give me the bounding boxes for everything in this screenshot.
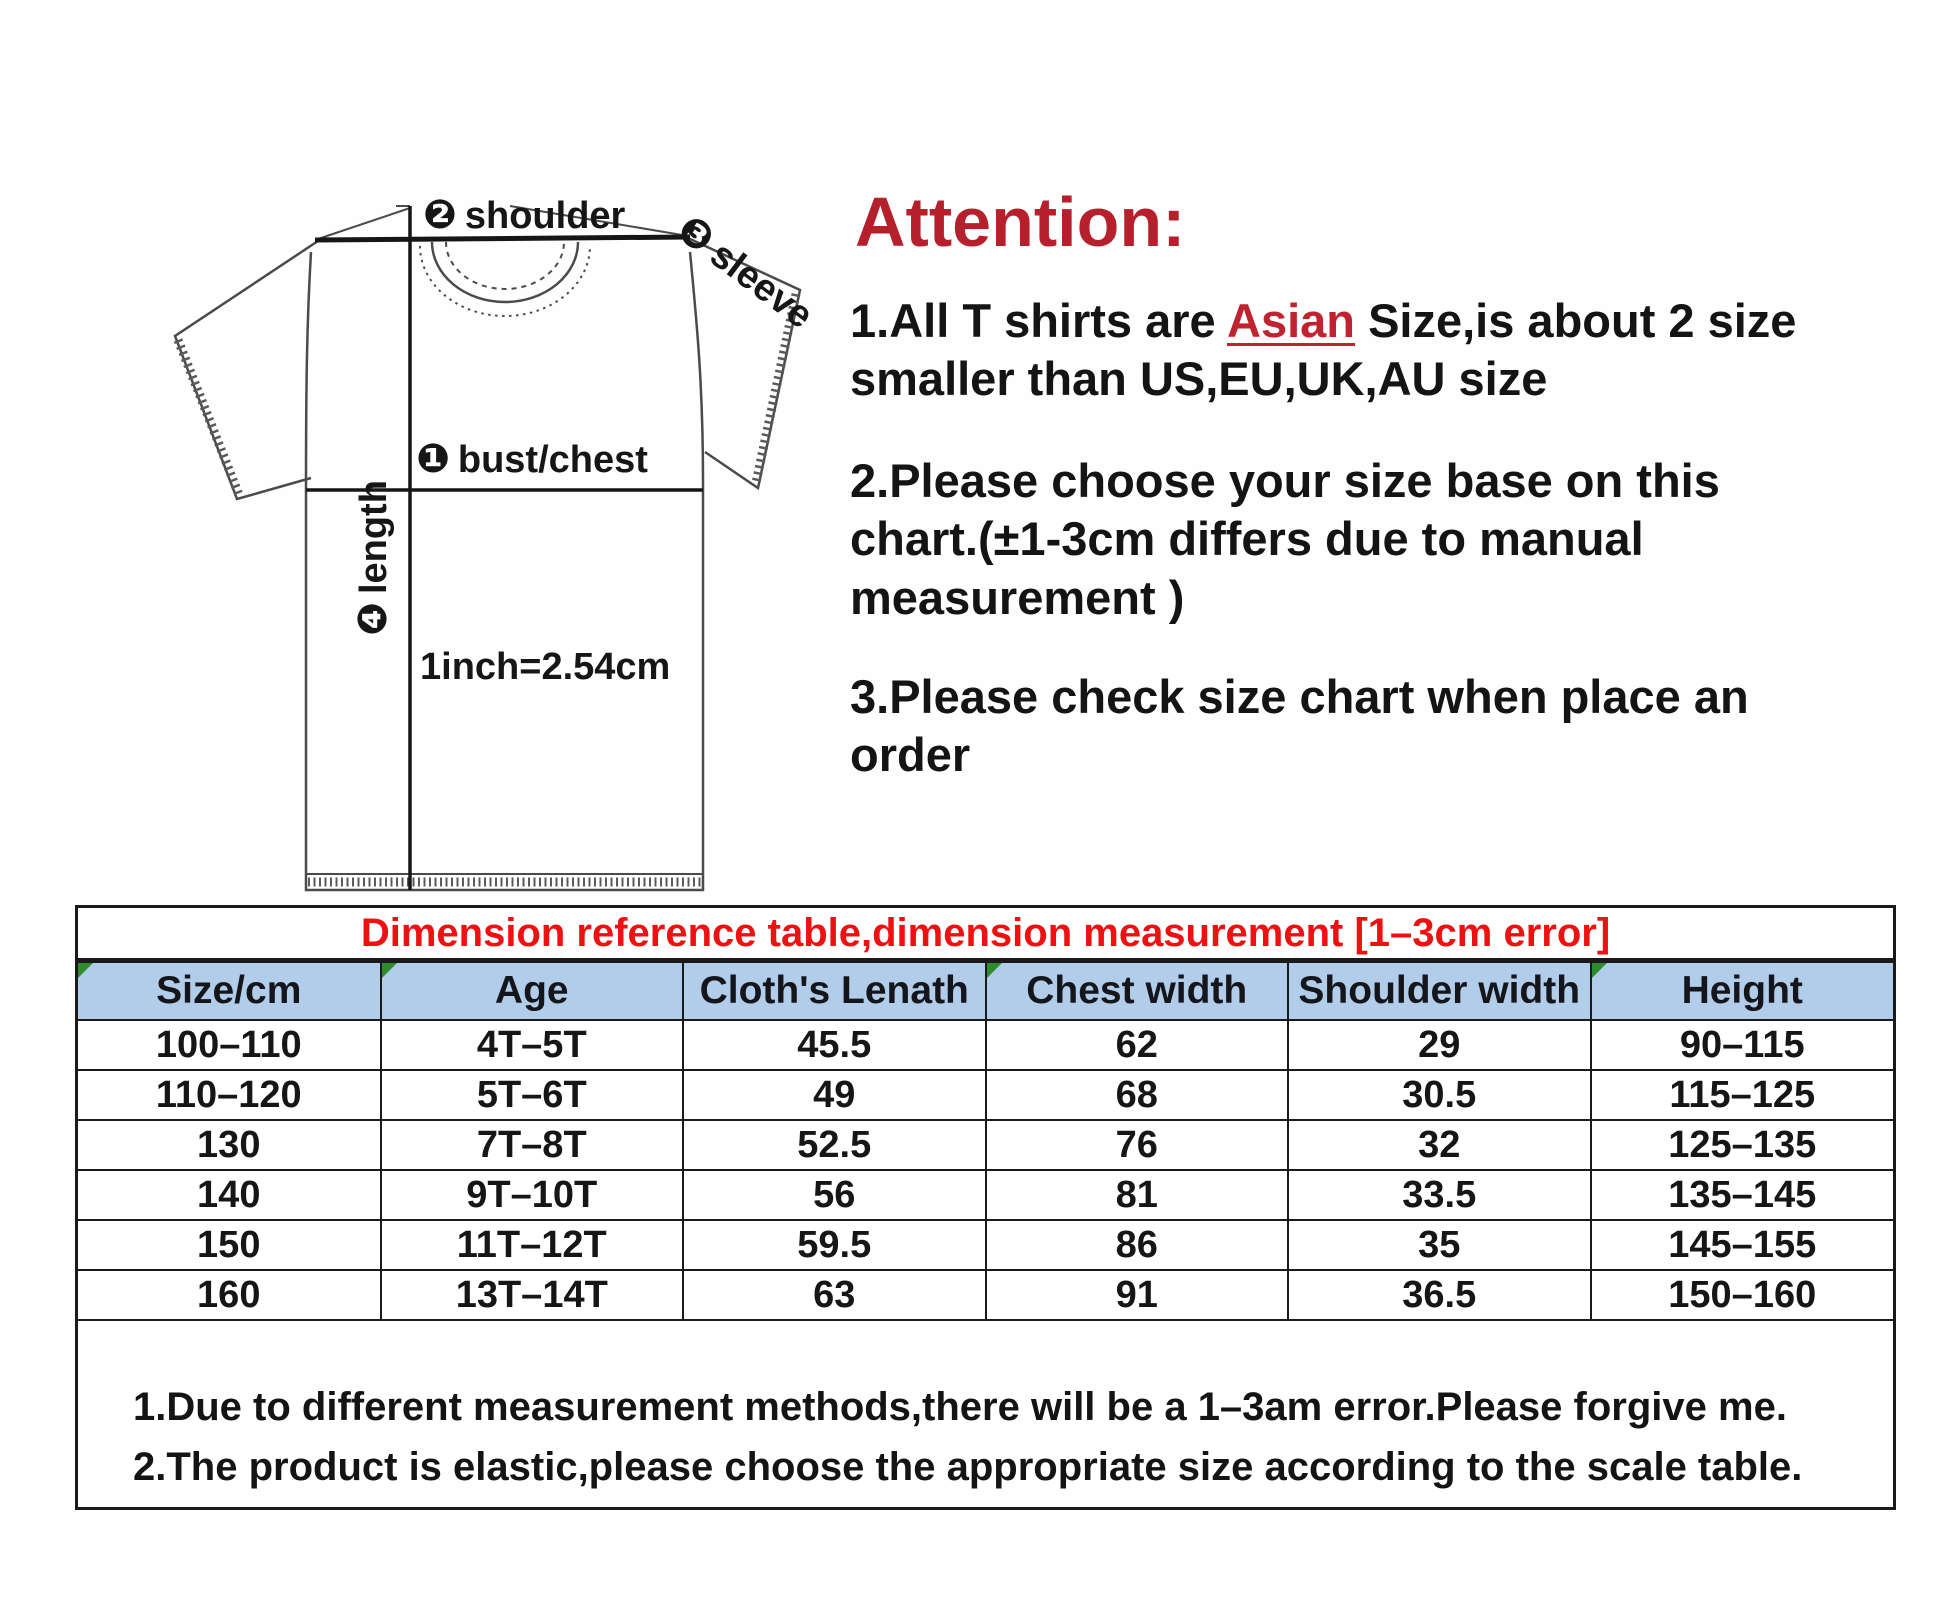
attention-item-3: 3.Please check size chart when place an order bbox=[850, 670, 1749, 782]
cell-shoulder: 35 bbox=[1288, 1220, 1591, 1270]
header-age: Age bbox=[381, 962, 684, 1020]
cell-shoulder: 30.5 bbox=[1288, 1070, 1591, 1120]
circled-3-icon: ❸ bbox=[668, 206, 724, 264]
cell-length: 56 bbox=[683, 1170, 986, 1220]
cell-length: 59.5 bbox=[683, 1220, 986, 1270]
tshirt-measurement-diagram bbox=[90, 190, 960, 910]
asian-highlight: Asian bbox=[1227, 294, 1356, 347]
cell-shoulder: 36.5 bbox=[1288, 1270, 1591, 1320]
cell-length: 52.5 bbox=[683, 1120, 986, 1170]
circled-4-icon: ❹ bbox=[350, 602, 396, 636]
circled-1-icon: ❶ bbox=[416, 436, 450, 482]
header-shoulder-width: Shoulder width bbox=[1288, 962, 1591, 1020]
cell-chest: 76 bbox=[986, 1120, 1289, 1170]
cell-size: 100–110 bbox=[78, 1020, 381, 1070]
header-cloths-length: Cloth's Lenath bbox=[683, 962, 986, 1020]
table-row bbox=[78, 1020, 1893, 1070]
cell-age: 4T–5T bbox=[381, 1020, 684, 1070]
sleeve-label: ❸sleeve bbox=[668, 206, 821, 338]
cell-size: 110–120 bbox=[78, 1070, 381, 1120]
attention-item-1: 1.All T shirts are Asian Size,is about 2 size smaller than US,EU,UK,AU size bbox=[850, 294, 1797, 406]
cell-height: 145–155 bbox=[1591, 1220, 1894, 1270]
cell-length: 45.5 bbox=[683, 1020, 986, 1070]
bust-chest-label: ❶ bust/chest bbox=[416, 436, 648, 482]
green-corner-marker bbox=[987, 963, 1002, 978]
cell-length: 49 bbox=[683, 1070, 986, 1120]
cell-length: 63 bbox=[683, 1270, 986, 1320]
header-size-cm: Size/cm bbox=[78, 962, 381, 1020]
cell-age: 13T–14T bbox=[381, 1270, 684, 1320]
cell-chest: 86 bbox=[986, 1220, 1289, 1270]
table-row bbox=[78, 1270, 1893, 1320]
cell-age: 7T–8T bbox=[381, 1120, 684, 1170]
cell-height: 125–135 bbox=[1591, 1120, 1894, 1170]
table-row bbox=[78, 1170, 1893, 1220]
tshirt-outline-drawing bbox=[90, 190, 850, 910]
cell-shoulder: 32 bbox=[1288, 1120, 1591, 1170]
green-corner-marker bbox=[1592, 963, 1607, 978]
header-chest-width: Chest width bbox=[986, 962, 1289, 1020]
cell-size: 140 bbox=[78, 1170, 381, 1220]
cell-chest: 68 bbox=[986, 1070, 1289, 1120]
cell-height: 150–160 bbox=[1591, 1270, 1894, 1320]
cell-chest: 91 bbox=[986, 1270, 1289, 1320]
dimension-reference-table bbox=[75, 905, 1896, 1510]
cell-height: 115–125 bbox=[1591, 1070, 1894, 1120]
cell-age: 5T–6T bbox=[381, 1070, 684, 1120]
cell-height: 135–145 bbox=[1591, 1170, 1894, 1220]
shoulder-label: ❷ shoulder bbox=[423, 192, 626, 238]
cell-shoulder: 33.5 bbox=[1288, 1170, 1591, 1220]
footnote-1: 1.Due to different measurement methods,there will be a 1–3am error.Please forgive me. bbox=[133, 1385, 1787, 1429]
table-row bbox=[78, 1220, 1893, 1270]
footnote-2: 2.The product is elastic,please choose the appropriate size according to the scale table. bbox=[133, 1445, 1803, 1489]
cell-size: 160 bbox=[78, 1270, 381, 1320]
cell-size: 130 bbox=[78, 1120, 381, 1170]
length-label: ❹length bbox=[350, 480, 396, 636]
cell-shoulder: 29 bbox=[1288, 1020, 1591, 1070]
table-title: Dimension reference table,dimension measurement [1–3cm error] bbox=[78, 908, 1893, 961]
table-footnotes bbox=[78, 1321, 1893, 1507]
circled-2-icon: ❷ bbox=[423, 192, 457, 238]
attention-heading: Attention: bbox=[855, 183, 1186, 261]
green-corner-marker bbox=[78, 963, 93, 978]
table-row bbox=[78, 1070, 1893, 1120]
header-height: Height bbox=[1591, 962, 1894, 1020]
green-corner-marker bbox=[382, 963, 397, 978]
cell-height: 90–115 bbox=[1591, 1020, 1894, 1070]
size-grid bbox=[78, 961, 1893, 1321]
inch-conversion-note: 1inch=2.54cm bbox=[420, 646, 671, 688]
cell-age: 9T–10T bbox=[381, 1170, 684, 1220]
attention-item-2: 2.Please choose your size base on this chart.(±1-3cm differs due to manual measurement ) bbox=[850, 454, 1720, 624]
cell-chest: 62 bbox=[986, 1020, 1289, 1070]
cell-size: 150 bbox=[78, 1220, 381, 1270]
table-header-row bbox=[78, 962, 1893, 1020]
table-row bbox=[78, 1120, 1893, 1170]
cell-chest: 81 bbox=[986, 1170, 1289, 1220]
cell-age: 11T–12T bbox=[381, 1220, 684, 1270]
